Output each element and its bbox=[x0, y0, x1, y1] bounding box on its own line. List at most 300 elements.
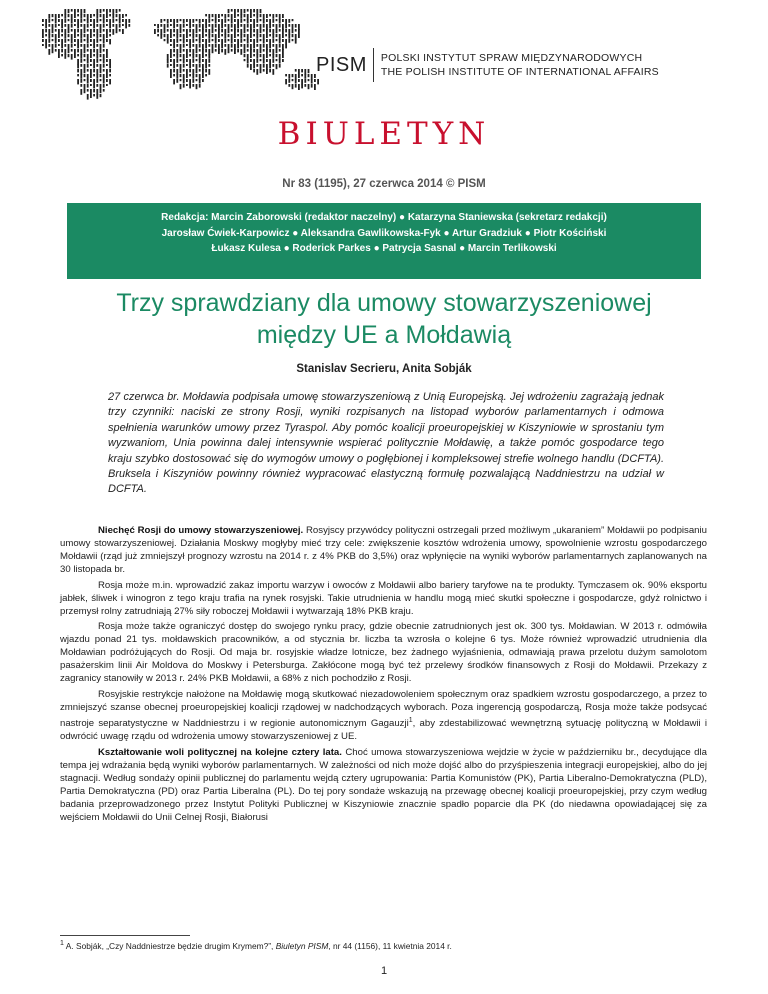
map-bar bbox=[100, 69, 102, 73]
map-bar bbox=[192, 44, 194, 47]
map-bar bbox=[247, 34, 249, 40]
map-bar bbox=[176, 19, 178, 23]
map-bar bbox=[192, 29, 194, 35]
map-bar bbox=[212, 34, 214, 37]
map-bar bbox=[71, 49, 73, 52]
map-bar bbox=[64, 49, 66, 55]
map-bar bbox=[202, 49, 204, 54]
map-bar bbox=[295, 74, 297, 80]
map-bar bbox=[279, 49, 281, 52]
map-bar bbox=[224, 29, 226, 35]
map-bar bbox=[42, 24, 44, 26]
map-bar bbox=[68, 39, 70, 41]
map-bar bbox=[84, 89, 86, 93]
map-bar bbox=[256, 39, 258, 43]
map-bar bbox=[100, 29, 102, 33]
map-bar bbox=[84, 14, 86, 17]
map-bar bbox=[228, 14, 230, 17]
map-bar bbox=[276, 44, 278, 49]
map-bar bbox=[42, 34, 44, 38]
map-bar bbox=[215, 14, 217, 20]
map-bar bbox=[183, 59, 185, 64]
map-bar bbox=[170, 44, 172, 46]
map-bar bbox=[228, 24, 230, 29]
map-bar bbox=[48, 34, 50, 39]
map-bar bbox=[186, 49, 188, 54]
map-bar bbox=[87, 29, 89, 32]
map-bar bbox=[256, 69, 258, 75]
map-bar bbox=[173, 24, 175, 28]
map-bar bbox=[218, 34, 220, 38]
map-bar bbox=[237, 9, 239, 12]
map-bar bbox=[125, 24, 127, 28]
map-bar bbox=[93, 19, 95, 24]
editorial-line: Jarosław Ćwiek-Karpowicz ● Aleksandra Gawlikowska-Fyk ● Artur Gradziuk ● Piotr Kościński bbox=[161, 227, 607, 239]
map-bar bbox=[269, 29, 271, 32]
map-bar bbox=[186, 64, 188, 66]
map-bar bbox=[260, 39, 262, 41]
map-bar bbox=[84, 9, 86, 13]
map-bar bbox=[266, 34, 268, 38]
map-bar bbox=[205, 54, 207, 56]
map-bar bbox=[276, 49, 278, 53]
map-bar bbox=[263, 64, 265, 68]
article-authors: Stanislav Secrieru, Anita Sobják bbox=[296, 363, 472, 375]
map-bar bbox=[71, 29, 73, 32]
map-bar bbox=[250, 9, 252, 14]
map-bar bbox=[103, 79, 105, 84]
map-bar bbox=[247, 9, 249, 12]
map-bar bbox=[240, 19, 242, 23]
map-bar bbox=[234, 34, 236, 38]
map-bar bbox=[74, 44, 76, 46]
map-bar bbox=[109, 14, 111, 16]
map-bar bbox=[87, 89, 89, 92]
map-bar bbox=[218, 49, 220, 54]
map-bar bbox=[196, 79, 198, 81]
map-bar bbox=[84, 44, 86, 49]
map-bar bbox=[311, 74, 313, 80]
map-bar bbox=[93, 24, 95, 28]
map-bar bbox=[240, 39, 242, 43]
map-bar bbox=[218, 29, 220, 34]
map-bar bbox=[199, 49, 201, 52]
map-bar bbox=[263, 69, 265, 72]
body-paragraph: Rosyjskie restrykcje nałożone na Mołdawię mogą skutkować niezadowoleniem społecznym oraz spadkiem wzrostu gospodarczego, a przez to zmniejszyć szanse obecnej proeuropejskiej koalicji rządowej w nadchodzących wyborach. Poza ingerencją gospodarczą, Rosja może także podsycać nastroje separatystyczne w Naddniestrzu i w regionie autonomicznym Gagauzji$^1$, aby zdestabilizować wewnętrzną sytuację polityczną w Mołdawii i odwrócić uwagę rządu od wdrożenia umowy stowarzyszeniowej z UE. bbox=[60, 688, 707, 742]
map-bar bbox=[116, 14, 118, 17]
map-bar bbox=[180, 64, 182, 69]
map-bar bbox=[192, 54, 194, 59]
map-bar bbox=[103, 84, 105, 88]
map-bar bbox=[106, 74, 108, 78]
map-bar bbox=[196, 84, 198, 89]
map-bar bbox=[199, 64, 201, 68]
map-bar bbox=[253, 49, 255, 52]
map-bar bbox=[192, 84, 194, 87]
map-bar bbox=[292, 34, 294, 37]
map-bar bbox=[237, 44, 239, 48]
map-bar bbox=[295, 29, 297, 32]
body-paragraph: Rosja może m.in. wprowadzić zakaz importu warzyw i owoców z Mołdawii albo bariery taryfowe na te produkty. Tymczasem ok. 90% eksportu jabłek, śliwek i winogron z tego kraju trafia na rynek rosyjski. Takie utrudnienia w handlu mogą mieć skutki społeczne i gospodarcze, gdyż rolnictwo i przemysł rolny zatrudniają 27% siły roboczej Mołdawii i wytwarzają 18% PKB kraju. bbox=[60, 579, 707, 617]
map-bar bbox=[218, 19, 220, 22]
map-bar bbox=[80, 14, 82, 19]
map-bar bbox=[170, 49, 172, 54]
map-bar bbox=[109, 34, 111, 36]
map-bar bbox=[80, 24, 82, 27]
map-bar bbox=[199, 34, 201, 40]
map-bar bbox=[205, 19, 207, 24]
map-bar bbox=[96, 9, 98, 15]
map-bar bbox=[64, 9, 66, 15]
map-bar bbox=[199, 44, 201, 48]
map-bar bbox=[189, 44, 191, 48]
map-bar bbox=[52, 39, 54, 41]
map-bar bbox=[205, 74, 207, 76]
map-bar bbox=[55, 29, 57, 32]
map-bar bbox=[180, 29, 182, 33]
map-bar bbox=[288, 84, 290, 87]
map-bar bbox=[228, 19, 230, 21]
map-bar bbox=[103, 89, 105, 92]
map-bar bbox=[228, 49, 230, 53]
map-bar bbox=[58, 39, 60, 42]
map-bar bbox=[160, 19, 162, 23]
map-bar bbox=[237, 24, 239, 28]
map-bar bbox=[100, 44, 102, 49]
map-bar bbox=[272, 49, 274, 55]
map-bar bbox=[279, 64, 281, 68]
map-bar bbox=[87, 84, 89, 88]
map-bar bbox=[224, 34, 226, 39]
map-bar bbox=[48, 24, 50, 27]
map-bar bbox=[250, 19, 252, 22]
map-bar bbox=[247, 54, 249, 60]
map-bar bbox=[180, 19, 182, 21]
map-bar bbox=[269, 34, 271, 36]
map-bar bbox=[103, 64, 105, 68]
map-bar bbox=[199, 39, 201, 44]
map-bar bbox=[240, 9, 242, 15]
map-bar bbox=[244, 39, 246, 41]
map-bar bbox=[176, 59, 178, 63]
map-bar bbox=[304, 74, 306, 79]
map-bar bbox=[279, 24, 281, 28]
map-bar bbox=[189, 84, 191, 88]
map-bar bbox=[247, 29, 249, 32]
map-bar bbox=[186, 69, 188, 74]
map-bar bbox=[164, 34, 166, 37]
map-bar bbox=[247, 39, 249, 44]
map-bar bbox=[80, 74, 82, 79]
map-bar bbox=[180, 24, 182, 29]
map-bar bbox=[77, 19, 79, 24]
map-bar bbox=[84, 39, 86, 41]
map-bar bbox=[112, 24, 114, 27]
map-bar bbox=[192, 34, 194, 39]
map-bar bbox=[234, 14, 236, 18]
map-bar bbox=[256, 59, 258, 63]
map-bar bbox=[96, 84, 98, 87]
map-bar bbox=[282, 19, 284, 22]
map-bar bbox=[202, 19, 204, 22]
map-bar bbox=[199, 84, 201, 88]
article-title-line: Trzy sprawdziany dla umowy stowarzyszeniowej bbox=[116, 289, 652, 317]
map-bar bbox=[272, 54, 274, 59]
map-bar bbox=[266, 54, 268, 58]
map-bar bbox=[272, 24, 274, 27]
map-bar bbox=[215, 19, 217, 24]
map-bar bbox=[176, 79, 178, 83]
map-bar bbox=[103, 49, 105, 52]
map-bar bbox=[256, 19, 258, 23]
map-bar bbox=[253, 9, 255, 12]
map-bar bbox=[199, 29, 201, 32]
map-bar bbox=[224, 24, 226, 27]
map-bar bbox=[90, 14, 92, 18]
map-bar bbox=[205, 24, 207, 28]
map-bar bbox=[237, 39, 239, 44]
map-bar bbox=[215, 29, 217, 32]
map-bar bbox=[96, 74, 98, 79]
map-bar bbox=[221, 14, 223, 16]
map-bar bbox=[93, 29, 95, 32]
map-bar bbox=[84, 24, 86, 29]
map-bar bbox=[55, 24, 57, 28]
map-bar bbox=[292, 74, 294, 77]
map-bar bbox=[106, 49, 108, 54]
map-bar bbox=[176, 64, 178, 67]
editorial-board-box bbox=[67, 203, 701, 279]
map-bar bbox=[285, 19, 287, 24]
map-bar bbox=[244, 54, 246, 57]
map-bar bbox=[93, 44, 95, 48]
map-bar bbox=[279, 59, 281, 64]
map-bar bbox=[288, 29, 290, 35]
map-bar bbox=[55, 44, 57, 48]
map-bar bbox=[112, 19, 114, 23]
map-bar bbox=[256, 44, 258, 47]
footnote: $^1$ A. Sobják, „Czy Naddniestrze będzie drugim Krymem?”, Biuletyn PISM, nr 44 (1156), 11 kwietnia 2014 r. bbox=[60, 940, 452, 951]
map-bar bbox=[84, 64, 86, 69]
map-bar bbox=[96, 44, 98, 47]
map-bar bbox=[314, 84, 316, 90]
map-bar bbox=[74, 34, 76, 38]
map-bar bbox=[282, 59, 284, 62]
map-bar bbox=[96, 29, 98, 35]
map-bar bbox=[173, 74, 175, 76]
map-bar bbox=[90, 74, 92, 78]
map-bar bbox=[202, 39, 204, 42]
map-bar bbox=[247, 24, 249, 28]
map-bar bbox=[208, 39, 210, 43]
map-bar bbox=[103, 29, 105, 32]
map-bar bbox=[231, 39, 233, 44]
map-bar bbox=[285, 24, 287, 28]
map-bar bbox=[208, 19, 210, 23]
map-bar bbox=[298, 69, 300, 74]
map-bar bbox=[55, 49, 57, 52]
map-bar bbox=[109, 59, 111, 64]
map-bar bbox=[260, 49, 262, 53]
map-bar bbox=[186, 79, 188, 82]
map-bar bbox=[253, 24, 255, 28]
map-bar bbox=[186, 39, 188, 42]
map-bar bbox=[176, 24, 178, 27]
map-bar bbox=[84, 54, 86, 57]
map-bar bbox=[279, 14, 281, 20]
map-bar bbox=[237, 34, 239, 36]
map-bar bbox=[84, 59, 86, 61]
map-bar bbox=[68, 54, 70, 57]
issue-info: Nr 83 (1195), 27 czerwca 2014 © PISM bbox=[282, 178, 486, 190]
map-bar bbox=[231, 34, 233, 40]
map-bar bbox=[256, 29, 258, 35]
map-bar bbox=[173, 79, 175, 84]
map-bar bbox=[250, 14, 252, 18]
map-bar bbox=[186, 29, 188, 34]
map-bar bbox=[96, 19, 98, 23]
map-bar bbox=[55, 39, 57, 44]
map-bar bbox=[58, 19, 60, 22]
map-bar bbox=[125, 14, 127, 16]
map-bar bbox=[167, 54, 169, 60]
map-bar bbox=[77, 24, 79, 28]
map-bar bbox=[183, 29, 185, 32]
map-bar bbox=[250, 64, 252, 70]
map-bar bbox=[272, 59, 274, 63]
map-bar bbox=[276, 14, 278, 17]
map-bar bbox=[93, 39, 95, 44]
map-bar bbox=[247, 44, 249, 48]
map-bar bbox=[48, 19, 50, 23]
map-bar bbox=[80, 44, 82, 47]
map-bar bbox=[266, 49, 268, 54]
map-bar bbox=[202, 34, 204, 38]
map-bar bbox=[253, 54, 255, 56]
map-bar bbox=[240, 34, 242, 39]
map-bar bbox=[269, 44, 271, 48]
map-bar bbox=[71, 19, 73, 24]
map-bar bbox=[295, 69, 297, 72]
map-bar bbox=[212, 49, 214, 53]
map-bar bbox=[205, 49, 207, 52]
map-bar bbox=[215, 34, 217, 40]
footnote-reference[interactable]: 1 bbox=[408, 716, 413, 724]
map-bar bbox=[228, 29, 230, 33]
map-bar bbox=[244, 9, 246, 13]
map-bar bbox=[77, 34, 79, 36]
map-bar bbox=[87, 59, 89, 64]
map-bar bbox=[253, 69, 255, 72]
map-bar bbox=[208, 24, 210, 27]
map-bar bbox=[276, 34, 278, 37]
map-bar bbox=[192, 39, 194, 43]
map-bar bbox=[100, 94, 102, 97]
map-bar bbox=[212, 19, 214, 21]
logo-divider bbox=[373, 48, 374, 82]
map-bar bbox=[263, 39, 265, 44]
map-bar bbox=[189, 69, 191, 72]
map-bar bbox=[295, 24, 297, 28]
map-bar bbox=[68, 34, 70, 37]
map-bar bbox=[231, 49, 233, 52]
map-bar bbox=[87, 94, 89, 100]
map-bar bbox=[247, 19, 249, 24]
map-bar bbox=[96, 39, 98, 43]
map-bar bbox=[189, 64, 191, 68]
map-bar bbox=[100, 34, 102, 37]
map-bar bbox=[256, 34, 258, 39]
map-bar bbox=[260, 34, 262, 37]
map-bar bbox=[112, 29, 114, 35]
map-bar bbox=[55, 14, 57, 20]
map-bar bbox=[183, 79, 185, 84]
map-bar bbox=[128, 24, 130, 27]
map-bar bbox=[186, 84, 188, 86]
map-bar bbox=[45, 39, 47, 44]
map-bar bbox=[87, 64, 89, 68]
map-bar bbox=[263, 49, 265, 52]
map-bar bbox=[106, 19, 108, 22]
map-bar bbox=[298, 74, 300, 78]
map-bar bbox=[308, 69, 310, 73]
map-bar bbox=[173, 54, 175, 56]
map-bar bbox=[100, 74, 102, 77]
map-bar bbox=[170, 19, 172, 22]
map-bar bbox=[100, 39, 102, 41]
map-bar bbox=[224, 19, 226, 23]
map-bar bbox=[240, 44, 242, 47]
editorial-line: Łukasz Kulesa ● Roderick Parkes ● Patrycja Sasnal ● Marcin Terlikowski bbox=[211, 243, 557, 254]
map-bar bbox=[189, 59, 191, 64]
map-bar bbox=[288, 79, 290, 83]
body-paragraph: Kształtowanie woli politycznej na kolejne cztery lata. Choć umowa stowarzyszeniowa wejdzie w życie w październiku br., decydujące dla tempa jej wdrażania będą wyniki wyborów parlamentarnych. W zależności od nich może dojść albo do przyśpieszenia integracji europejskiej, albo do jej stagnacji. Według sondaży opinii publicznej do parlamentu wejdą cztery ugrupowania: Partia Komunistów (PK), Partia Liberalno-Demokratyczna (PLD), Partia Demokratyczna (PD) oraz Partia Liberalna (PL). Do tej pory sondaże wskazują na przewagę obecnej koalicji proeuropejskiej, przy czym według badania przeprowadzonego przez Instytut Polityki Publicznej w Kiszyniowie znacznie spadło poparcie dla PK (do niedawna opowiadającej się za wejściem Mołdawii do Unii Celnej Rosji, Białorusi bbox=[60, 746, 707, 823]
map-bar bbox=[228, 9, 230, 13]
map-bar bbox=[93, 59, 95, 64]
map-bar bbox=[237, 49, 239, 52]
map-bar bbox=[80, 34, 82, 39]
map-bar bbox=[231, 44, 233, 48]
map-bar bbox=[192, 74, 194, 79]
map-bar bbox=[112, 9, 114, 15]
map-bar bbox=[189, 34, 191, 36]
map-bar bbox=[276, 54, 278, 57]
map-bar bbox=[164, 19, 166, 21]
map-bar bbox=[298, 29, 300, 34]
map-bar bbox=[45, 29, 47, 32]
map-bar bbox=[109, 9, 111, 12]
map-bar bbox=[272, 69, 274, 75]
map-bar bbox=[282, 34, 284, 38]
map-bar bbox=[186, 34, 188, 38]
editorial-line: Redakcja: Marcin Zaborowski (redaktor naczelny) ● Katarzyna Staniewska (sekretarz redakcji) bbox=[161, 212, 607, 223]
map-bar bbox=[250, 49, 252, 54]
map-bar bbox=[170, 39, 172, 42]
map-bar bbox=[106, 84, 108, 86]
map-bar bbox=[103, 44, 105, 48]
map-bar bbox=[173, 19, 175, 24]
map-bar bbox=[301, 69, 303, 72]
map-bar bbox=[205, 39, 207, 44]
map-bar bbox=[189, 54, 191, 56]
map-bar bbox=[205, 29, 207, 32]
map-bar bbox=[224, 14, 226, 19]
map-bar bbox=[279, 39, 281, 44]
map-bar bbox=[58, 44, 60, 46]
map-bar bbox=[295, 34, 297, 40]
map-bar bbox=[106, 9, 108, 14]
map-bar bbox=[256, 24, 258, 27]
